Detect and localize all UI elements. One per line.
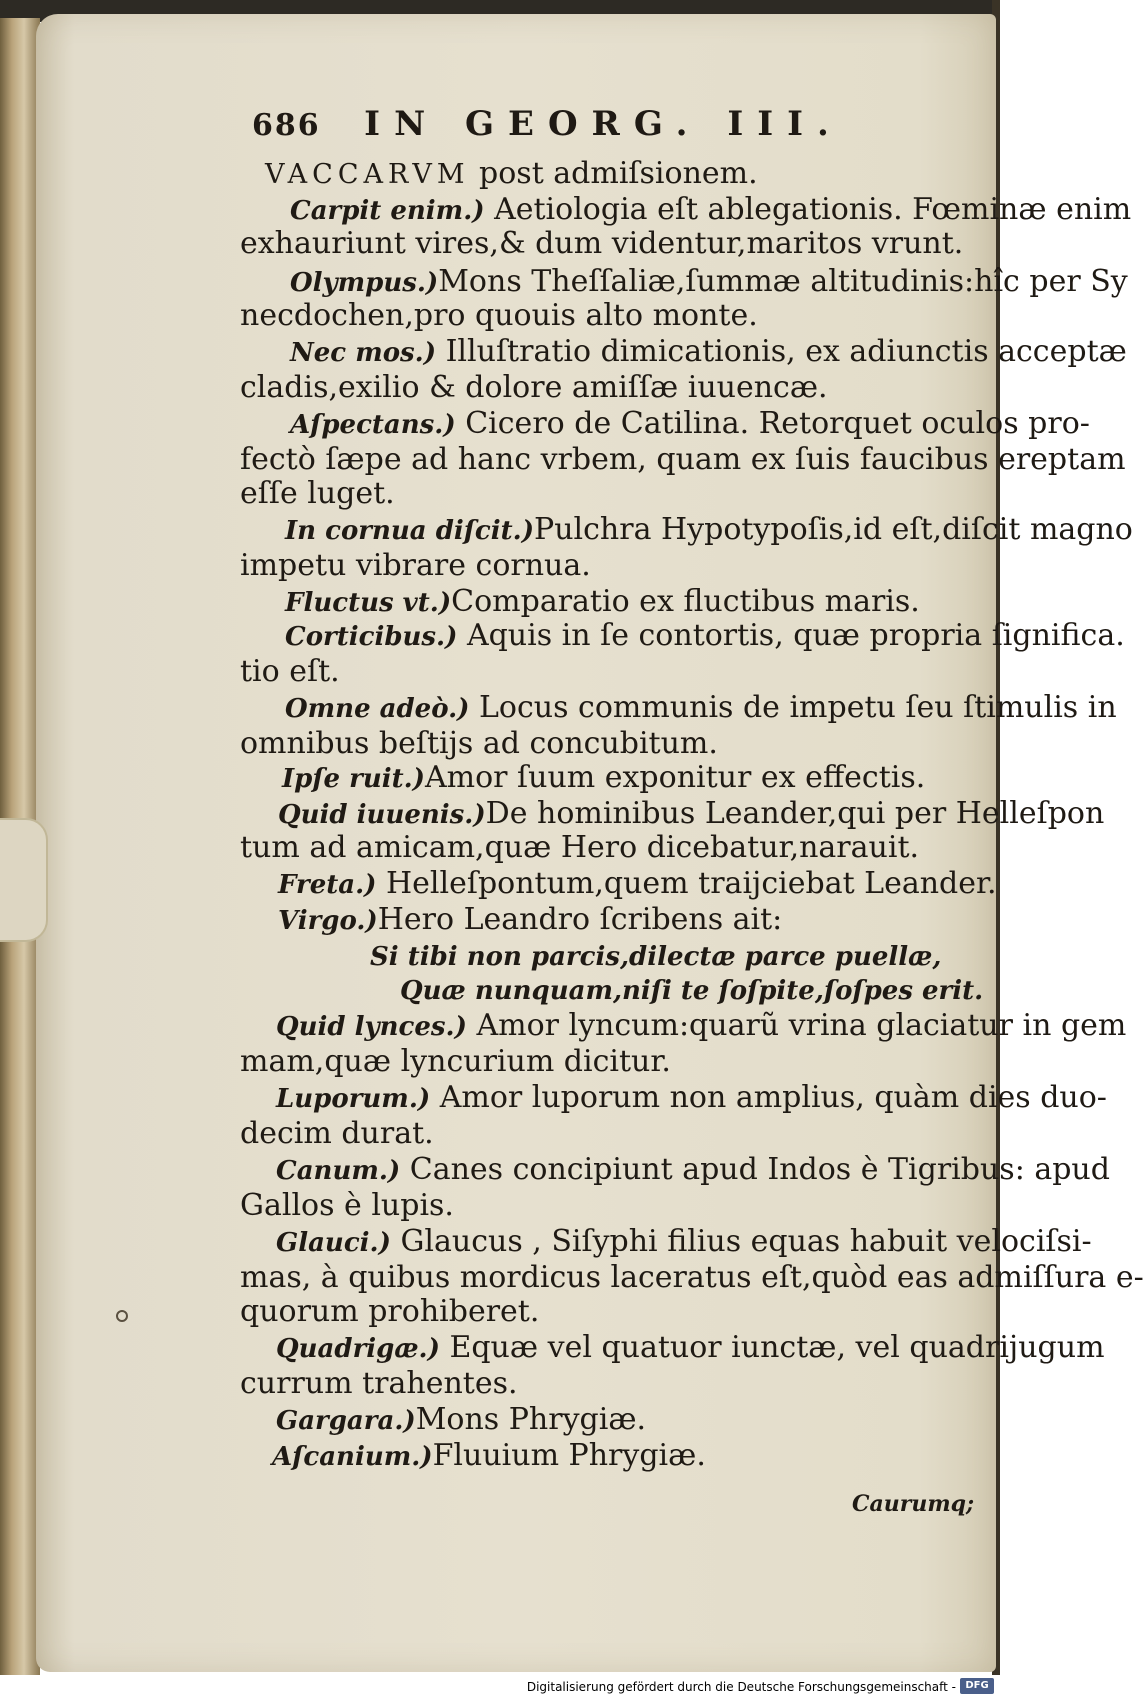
text-line [276, 1080, 1107, 1117]
line-text: tum ad amicam,quæ Hero dicebatur,narauit. [240, 830, 920, 865]
lemma: Aſcanium.) [272, 1442, 433, 1472]
running-header [252, 106, 843, 144]
line-text: tio eſt. [240, 654, 340, 689]
text-line [276, 1008, 1126, 1045]
line-text: fectò ſæpe ad hanc vrbem, quam ex ſuis faucibus ereptam [240, 442, 1126, 477]
text-line [240, 1260, 1144, 1296]
line-text: Aetiologia eſt ablegationis. Fœminæ enim [484, 192, 1132, 227]
lemma: Carpit enim.) [290, 196, 485, 226]
catchword-text: Caurumq; [852, 1491, 975, 1517]
lemma: Virgo.) [278, 906, 378, 936]
text-line [282, 760, 925, 797]
lemma: Quadrigæ.) [276, 1334, 440, 1364]
text-line [240, 1044, 671, 1080]
line-text: omnibus beſtijs ad concubitum. [240, 726, 718, 761]
line-text: Illuſtratio dimicationis, ex adiunctis acceptæ [436, 334, 1127, 369]
text-line [290, 334, 1127, 371]
lemma: Ipſe ruit.) [282, 764, 425, 794]
text-line [276, 1402, 646, 1439]
line-text: eſſe luget. [240, 476, 395, 511]
text-line [240, 298, 758, 334]
text-line [240, 1294, 539, 1330]
verse-text: Si tibi non parcis,dilectæ parce puellæ, [370, 942, 942, 972]
line-text: Gallos è lupis. [240, 1188, 454, 1223]
lemma: Olympus.) [290, 268, 439, 298]
text-line [285, 512, 1133, 549]
text-line [290, 192, 1131, 229]
text-line [278, 796, 1104, 833]
line-text: Pulchra Hypotypoſis,id eſt,diſcit magno [534, 512, 1133, 547]
text-line [240, 654, 340, 690]
text-line [285, 618, 1125, 655]
text-line [278, 866, 997, 903]
line-text: necdochen,pro quouis alto monte. [240, 298, 758, 333]
lemma: Omne adeò.) [285, 694, 470, 724]
line-text: post admiſsionem. [469, 156, 758, 191]
line-text: De hominibus Leander,qui per Helleſpon [485, 796, 1105, 831]
line-text: quorum prohiberet. [240, 1294, 540, 1329]
text-line [240, 476, 395, 512]
line-text: impetu vibrare cornua. [240, 548, 591, 583]
text-line [265, 156, 758, 193]
text-line [240, 1366, 518, 1402]
lemma: Quid lynces.) [276, 1012, 467, 1042]
line-text: Amor lyncum:quarũ vrina glaciatur in gem [466, 1008, 1127, 1043]
line-text: Canes concipiunt apud Indos è Tigribus: apud [400, 1152, 1110, 1187]
lemma: Aſpectans.) [290, 410, 456, 440]
verse-line [370, 938, 941, 975]
text-line [240, 548, 591, 584]
lemma: Fluctus vt.) [285, 588, 452, 618]
line-text: decim durat. [240, 1116, 434, 1151]
lemma: Quid iuuenis.) [278, 800, 486, 830]
text-line [285, 690, 1117, 727]
lemma: Luporum.) [276, 1084, 431, 1114]
line-text: Comparatio ex fluctibus maris. [451, 584, 920, 619]
lemma: Canum.) [276, 1156, 401, 1186]
lemma: VACCARVM [265, 159, 470, 190]
text-line [290, 406, 1090, 443]
text-line [240, 370, 828, 406]
text-line [276, 1224, 1092, 1261]
text-line [240, 226, 963, 262]
line-text: exhauriunt vires,& dum videntur,maritos vrunt. [240, 226, 964, 261]
lemma: Glauci.) [276, 1228, 391, 1258]
catchword [852, 1484, 974, 1522]
text-line [240, 830, 919, 866]
line-text: Glaucus , Siſyphi filius equas habuit velociſsi- [390, 1224, 1092, 1259]
text-line [276, 1330, 1105, 1367]
digitization-footer [0, 1675, 1000, 1699]
line-text: Fluuium Phrygiæ. [432, 1438, 706, 1473]
text-line [240, 1188, 454, 1224]
dfg-logo: DFG [960, 1678, 994, 1694]
text-line [240, 1116, 434, 1152]
text-line [276, 1152, 1110, 1189]
line-text: Cicero de Catilina. Retorquet oculos pro- [455, 406, 1090, 441]
lemma: Gargara.) [276, 1406, 416, 1436]
lemma: In cornua diſcit.) [285, 516, 535, 546]
line-text: Mons Theſſaliæ,ſummæ altitudinis:hîc per Sy [438, 264, 1128, 299]
running-title: IN GEORG. III. [364, 104, 843, 144]
text-line [278, 902, 782, 939]
line-text: currum trahentes. [240, 1366, 518, 1401]
line-text: Amor luporum non amplius, quàm dies duo- [430, 1080, 1107, 1115]
text-line [290, 264, 1128, 301]
funding-credit: Digitalisierung gefördert durch die Deutsche Forschungsgemeinschaft - [526, 1680, 956, 1694]
page-number: 686 [252, 108, 321, 143]
text-line [240, 726, 718, 762]
lemma: Corticibus.) [285, 622, 458, 652]
text-line [240, 442, 1126, 478]
text-line [285, 584, 920, 621]
line-text: mam,quæ lyncurium dicitur. [240, 1044, 671, 1079]
line-text: Helleſpontum,quem traijciebat Leander. [376, 866, 997, 901]
line-text: Mons Phrygiæ. [415, 1402, 647, 1437]
verse-line [400, 972, 983, 1009]
line-text: Aquis in ſe contortis, quæ propria ſignifica. [457, 618, 1125, 653]
line-text: Equæ vel quatuor iunctæ, vel quadrijugum [439, 1330, 1105, 1365]
lemma: Freta.) [278, 870, 377, 900]
lemma: Nec mos.) [290, 338, 437, 368]
verse-text: Quæ nunquam,niſi te ſoſpite,ſoſpes erit. [400, 976, 984, 1006]
text-line [272, 1438, 706, 1475]
line-text: Amor ſuum exponitur ex effectis. [424, 760, 926, 795]
line-text: cladis,exilio & dolore amiſſæ iuuencæ. [240, 370, 828, 405]
line-text: mas, à quibus mordicus laceratus eſt,quòd eas admiſſura e- [240, 1260, 1144, 1295]
line-text: Hero Leandro ſcribens ait: [377, 902, 783, 937]
line-text: Locus communis de impetu ſeu ſtimulis in [469, 690, 1117, 725]
